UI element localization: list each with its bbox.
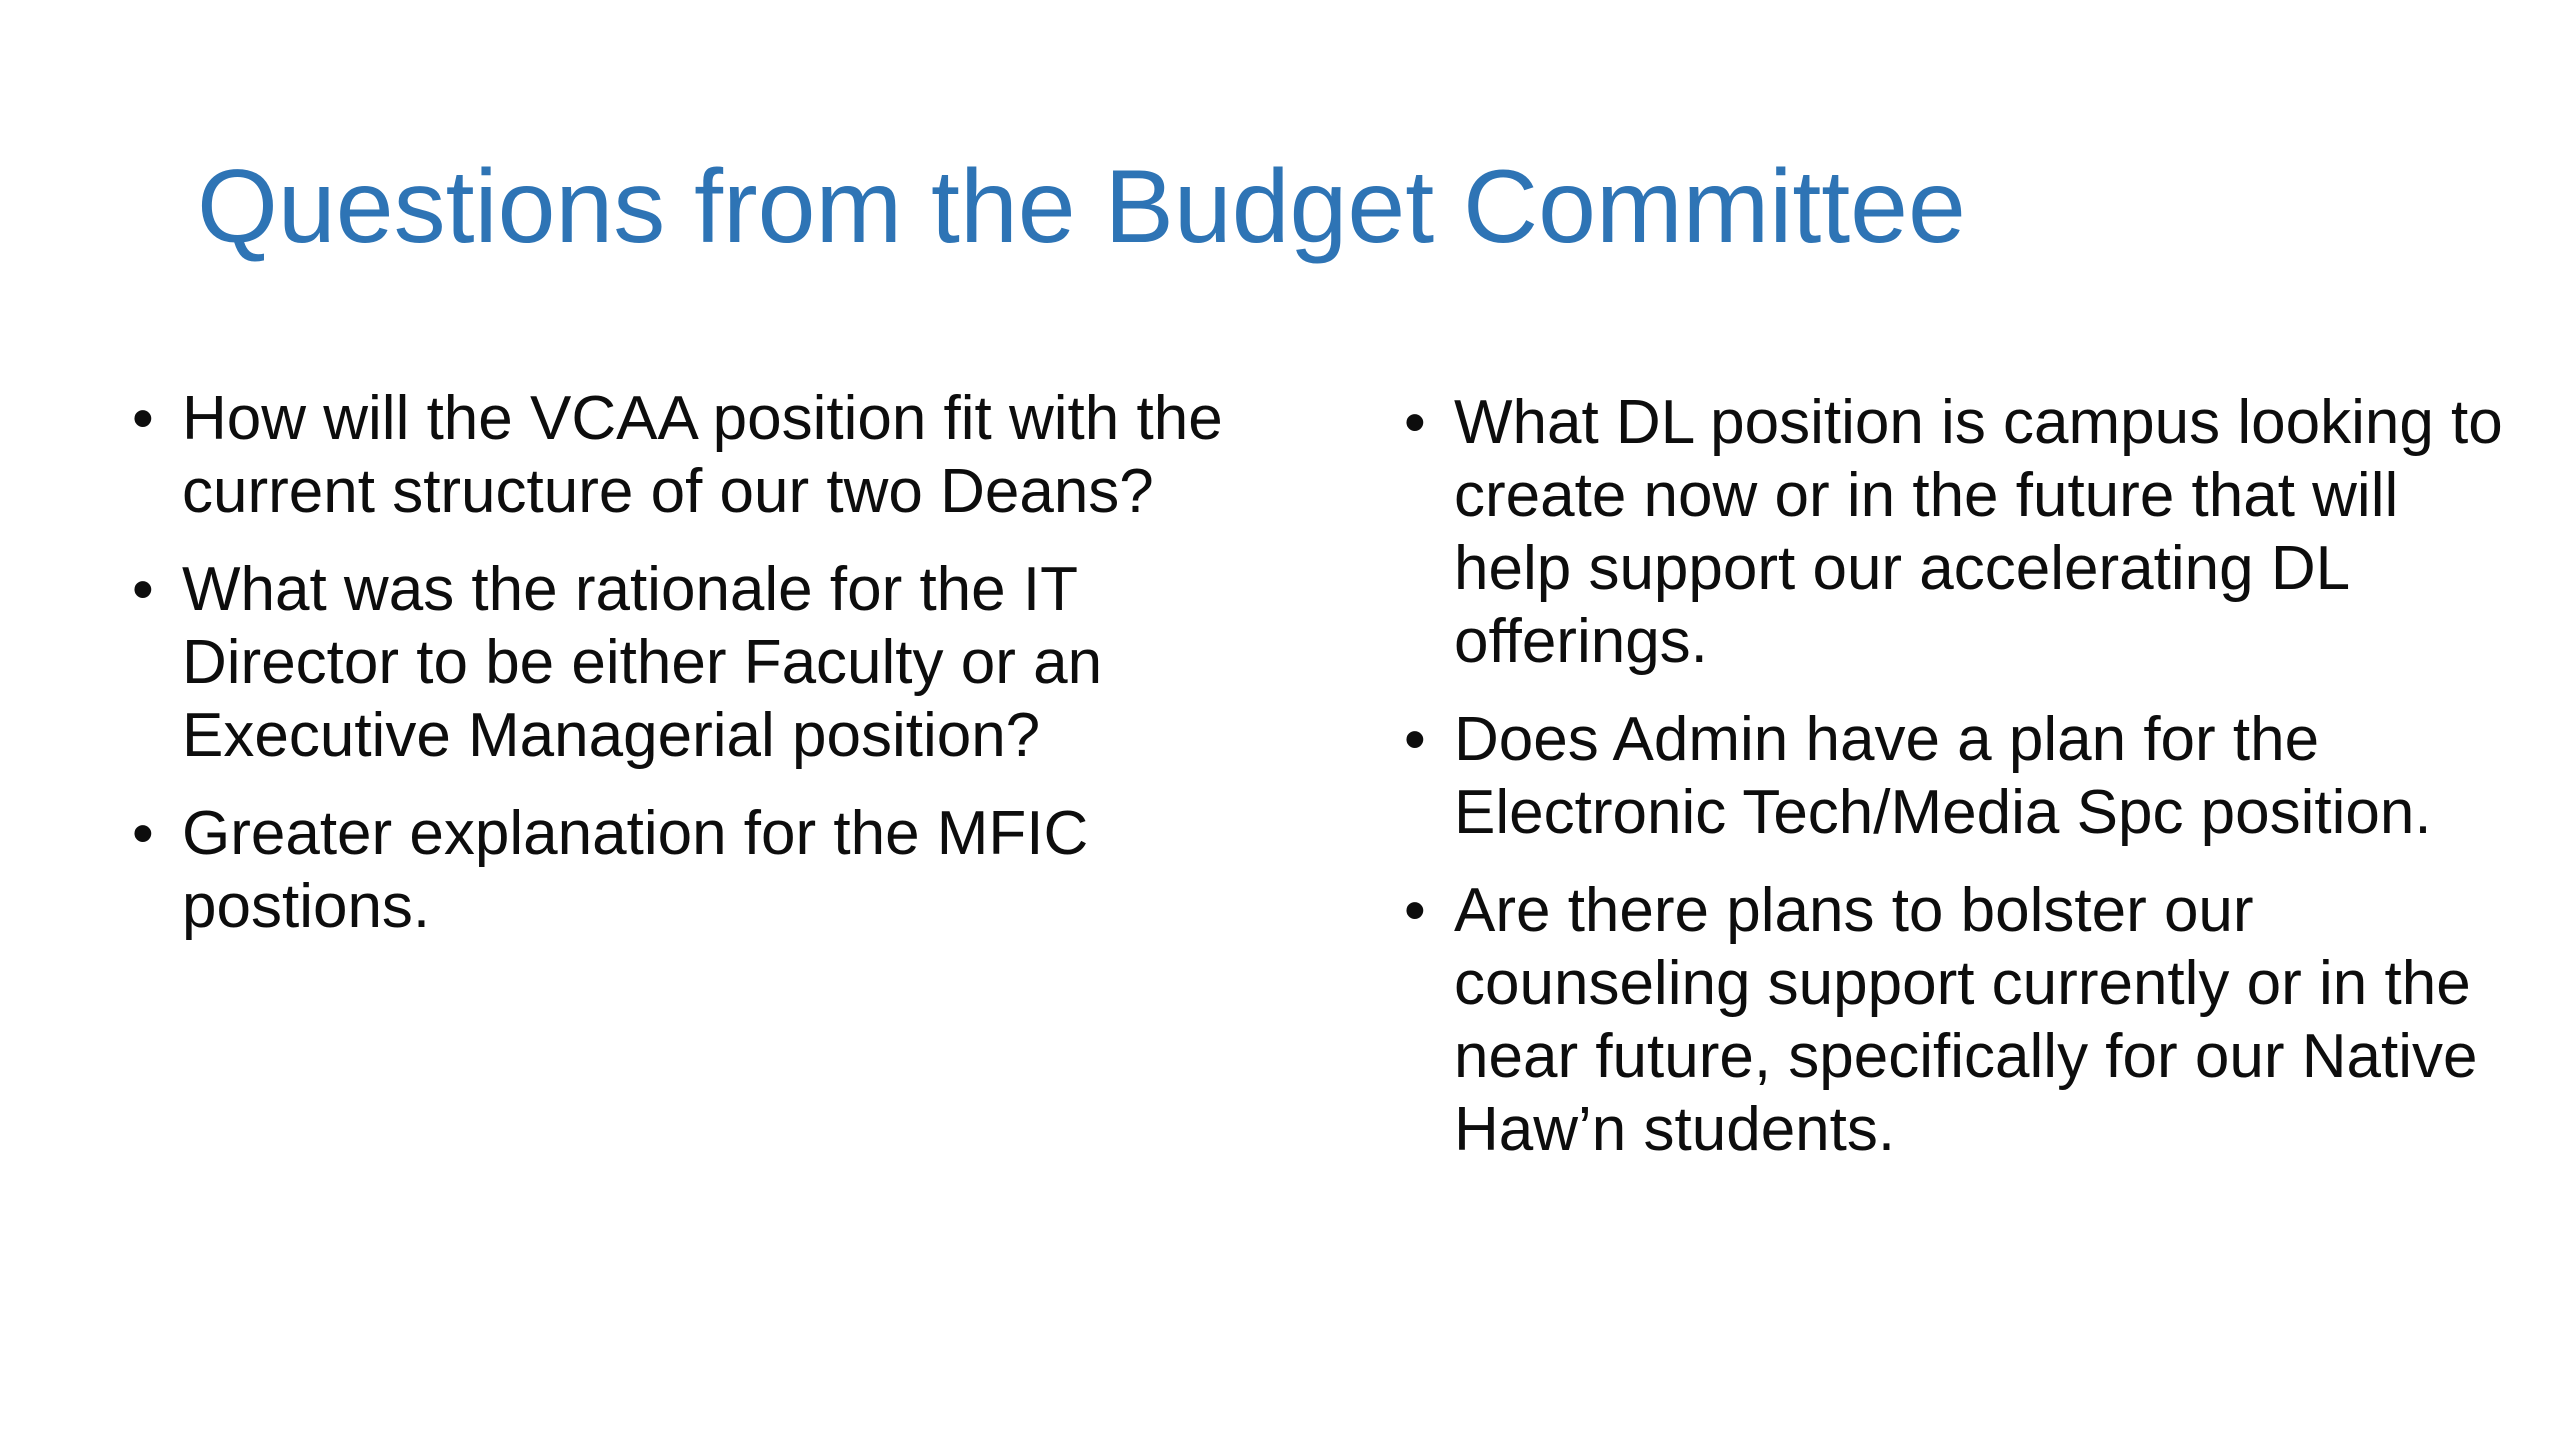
bullet-icon: • xyxy=(132,799,154,868)
bullet-icon: • xyxy=(132,555,154,624)
bullet-text: How will the VCAA position fit with the current structure of our two Deans? xyxy=(182,384,1223,526)
list-item xyxy=(132,382,1242,528)
bullet-icon: • xyxy=(1404,388,1426,457)
bullet-icon: • xyxy=(1404,876,1426,945)
bullet-icon: • xyxy=(132,384,154,453)
list-item xyxy=(1404,386,2514,678)
bullet-icon: • xyxy=(1404,705,1426,774)
list-item xyxy=(132,553,1242,772)
slide-title: Questions from the Budget Committee xyxy=(197,149,1966,265)
list-item xyxy=(132,797,1242,943)
list-item xyxy=(1404,874,2514,1166)
bullet-text: What DL position is campus looking to create now or in the future that will help support our accelerating DL offerings. xyxy=(1454,388,2503,676)
right-bullet-list xyxy=(1404,386,2514,1191)
list-item xyxy=(1404,703,2514,849)
bullet-text: Greater explanation for the MFIC postions. xyxy=(182,799,1089,941)
bullet-text: Are there plans to bolster our counseling support currently or in the near future, specifically for our Native Haw’n students. xyxy=(1454,876,2478,1164)
bullet-text: What was the rationale for the IT Director to be either Faculty or an Executive Managerial position? xyxy=(182,555,1103,770)
bullet-text: Does Admin have a plan for the Electronic Tech/Media Spc position. xyxy=(1454,705,2432,847)
left-bullet-list xyxy=(132,382,1242,968)
